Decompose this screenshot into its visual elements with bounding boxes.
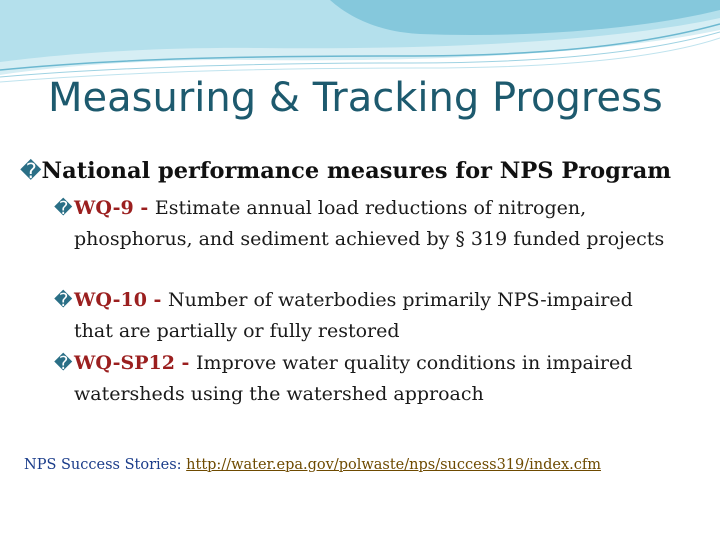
measure-separator: - (133, 197, 155, 219)
measure-item-wq10 (54, 285, 674, 347)
bullet-icon: � (54, 353, 73, 374)
bullet-icon: � (54, 290, 73, 311)
slide-title: Measuring & Tracking Progress (48, 75, 663, 121)
main-bullet (20, 156, 710, 186)
success-stories-footer (24, 455, 714, 475)
measure-code: WQ-10 (74, 289, 147, 311)
measure-description: Estimate annual load reductions of nitrogen, phosphorus, and sediment achieved by § 319 funded projects (74, 197, 665, 250)
bullet-icon: � (20, 159, 42, 183)
main-bullet-text: National performance measures for NPS Program (41, 158, 672, 184)
measure-description: Number of waterbodies primarily NPS-impaired that are partially or fully restored (74, 289, 633, 342)
footer-label: NPS Success Stories: (24, 457, 187, 473)
bullet-icon: � (54, 198, 73, 219)
measure-code: WQ-9 (74, 197, 134, 219)
measure-separator: - (146, 289, 169, 311)
measure-description: Improve water quality conditions in impaired watersheds using the watershed approach (74, 352, 633, 405)
success-stories-link[interactable]: http://water.epa.gov/polwaste/nps/success319/index.cfm (186, 457, 601, 473)
measure-separator: - (174, 352, 197, 374)
measure-code: WQ-SP12 (74, 352, 175, 374)
measure-item-wqsp12 (54, 348, 674, 410)
measure-item-wq9 (54, 193, 674, 255)
